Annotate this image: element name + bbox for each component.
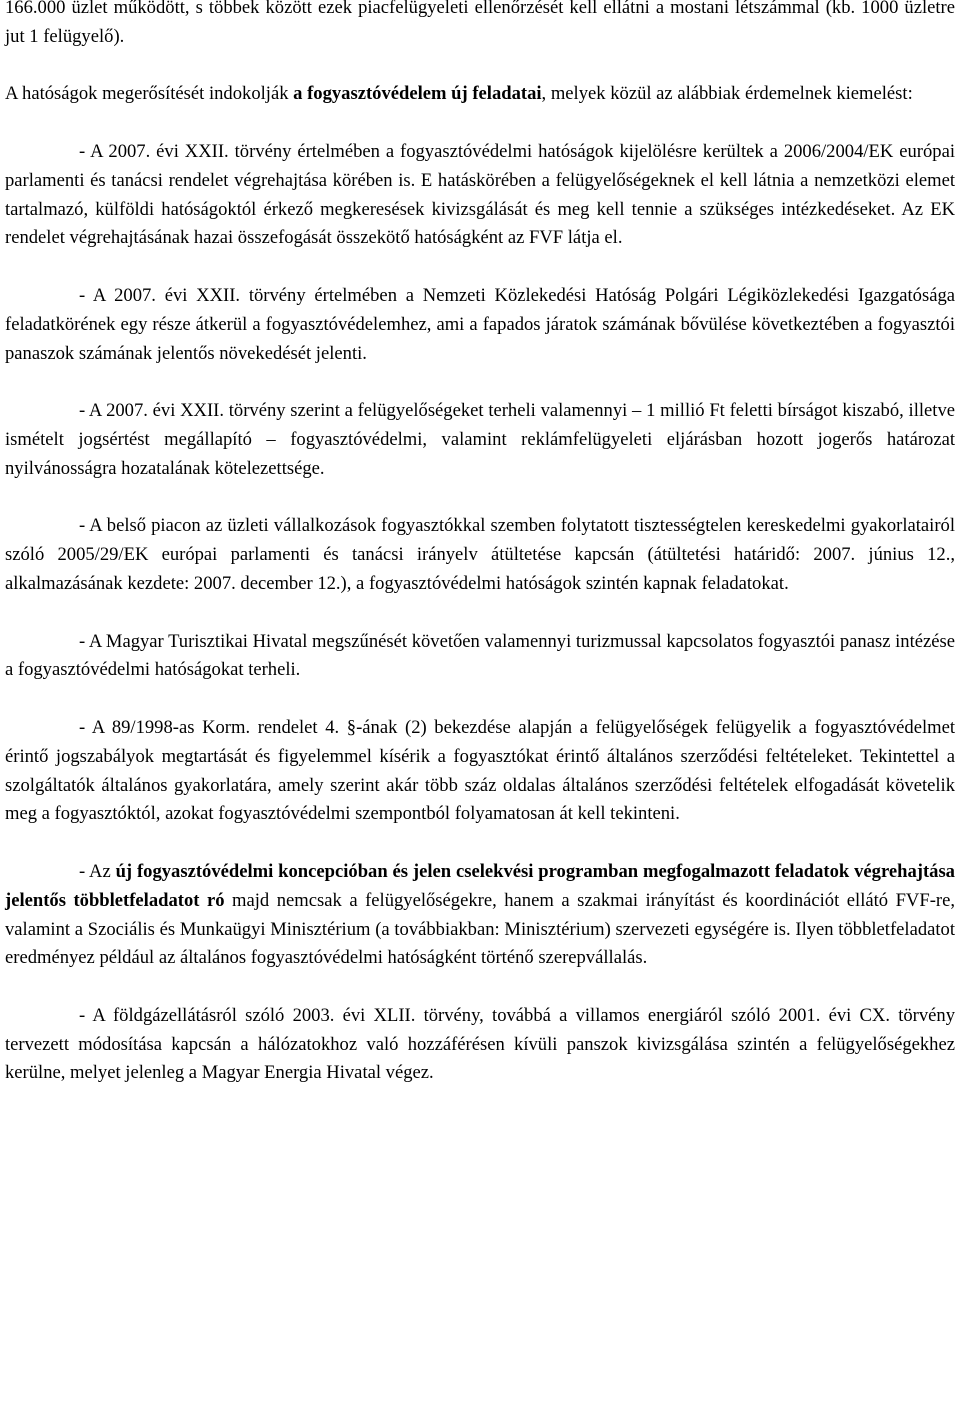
text-run: - A 89/1998-as Korm. rendelet 4. §-ának (2) bekezdése alapján a felügyelőségek felügyelik a fogyasztóvédelmet érintő jogszabályok megtartását és figyelemmel kísérik a fogyasztókat érintő általános szerződési feltételeket. Tekintettel a szolgáltatók általános gyakorlatára, amely szerint akár több száz oldalas általános szerződési feltételek elfogadását követelik meg a fogyasztóktól, azokat fogyasztóvédelmi szempontból folyamatosan át kell tekinteni. bbox=[5, 716, 955, 825]
paragraph-6 bbox=[5, 512, 955, 598]
text-run-bold: a fogyasztóvédelem új feladatai bbox=[293, 83, 542, 105]
paragraph-3 bbox=[5, 138, 955, 253]
text-run: A hatóságok megerősítését indokolják bbox=[5, 83, 294, 105]
text-run: majd nemcsak a felügyelőségekre, hanem a szakmai irányítást és koordinációt ellátó FVF-re, valamint a Szociális és Munkaügyi Minisztérium (a továbbiakban: Minisztérium) szervezeti egységére is. Ilyen többletfeladatot eredményez például az általános fogyasztóvédelmi hatóságként történő szerepvállalás. bbox=[5, 889, 955, 969]
text-run: - Az bbox=[79, 860, 116, 882]
text-run: - A 2007. évi XXII. törvény szerint a felügyelőségeket terheli valamennyi – 1 millió Ft feletti bírságot kiszabó, illetve ismételt jogsértést megállapító – fogyasztóvédelmi, valamint reklámfelügyeleti eljárásban hozott jogerős határozat nyilvánosságra hozatalának kötelezettsége. bbox=[5, 400, 955, 479]
paragraph-10 bbox=[5, 1002, 955, 1088]
paragraph-5 bbox=[5, 397, 955, 483]
text-run: , melyek közül az alábbiak érdemelnek kiemelést: bbox=[541, 83, 913, 105]
document-page bbox=[5, 0, 955, 1117]
paragraph-4 bbox=[5, 282, 955, 368]
text-run: - A Magyar Turisztikai Hivatal megszűnését követően valamennyi turizmussal kapcsolatos fogyasztói panasz intézése a fogyasztóvédelmi hatóságokat terheli. bbox=[5, 630, 955, 681]
text-run: - A belső piacon az üzleti vállalkozások fogyasztókkal szemben folytatott tisztességtelen kereskedelmi gyakorlatairól szóló 2005/29/EK európai parlamenti és tanácsi irányelv átültetése kapcsán (átültetési határidő: 2007. június 12., alkalmazásának kezdete: 2007. december 12.), a fogyasztóvédelmi hatóságok szintén kapnak feladatokat. bbox=[5, 515, 955, 594]
text-run: - A 2007. évi XXII. törvény értelmében a fogyasztóvédelmi hatóságok kijelölésre kerültek a 2006/2004/EK európai parlamenti és tanácsi rendelet végrehajtása körében is. E hatáskörében a felügyelőségeknek el kell látnia a nemzetközi elemet tartalmazó, külföldi hatóságoktól érkező megkeresések kivizsgálását és meg kell tennie a szükséges intézkedéseket. Az EK rendelet végrehajtásának hazai összefogását összekötő hatóságként az FVF látja el. bbox=[5, 140, 955, 249]
text-run-bold: új fogyasztóvédelmi koncepcióban és jelen cselekvési programban megfogalmazott feladatok végrehajtása jelentős többletfeladatot ró bbox=[5, 860, 955, 911]
text-run: 166.000 üzlet működött, s többek között ezek piacfelügyeleti ellenőrzését kell ellátni a mostani létszámmal (kb. 1000 üzletre jut 1 felügyelő). bbox=[5, 0, 955, 47]
text-run: - A földgázellátásról szóló 2003. évi XLII. törvény, továbbá a villamos energiáról szóló 2001. évi CX. törvény tervezett módosítása kapcsán a hálózatokhoz való hozzáférésen kívüli panszok kivizsgálása szintén a felügyelőségekhez kerülne, melyet jelenleg a Magyar Energia Hivatal végez. bbox=[5, 1004, 955, 1084]
text-run: - A 2007. évi XXII. törvény értelmében a Nemzeti Közlekedési Hatóság Polgári Légiközlekedési Igazgatósága feladatkörének egy része átkerül a fogyasztóvédelemhez, ami a fapados járatok számának bővülése következtében a fogyasztói panaszok számának jelentős növekedését jelenti. bbox=[5, 284, 955, 364]
paragraph-9 bbox=[5, 858, 955, 973]
paragraph-2 bbox=[5, 80, 955, 109]
paragraph-8 bbox=[5, 714, 955, 829]
paragraph-7 bbox=[5, 628, 955, 686]
paragraph-1 bbox=[5, 0, 955, 52]
